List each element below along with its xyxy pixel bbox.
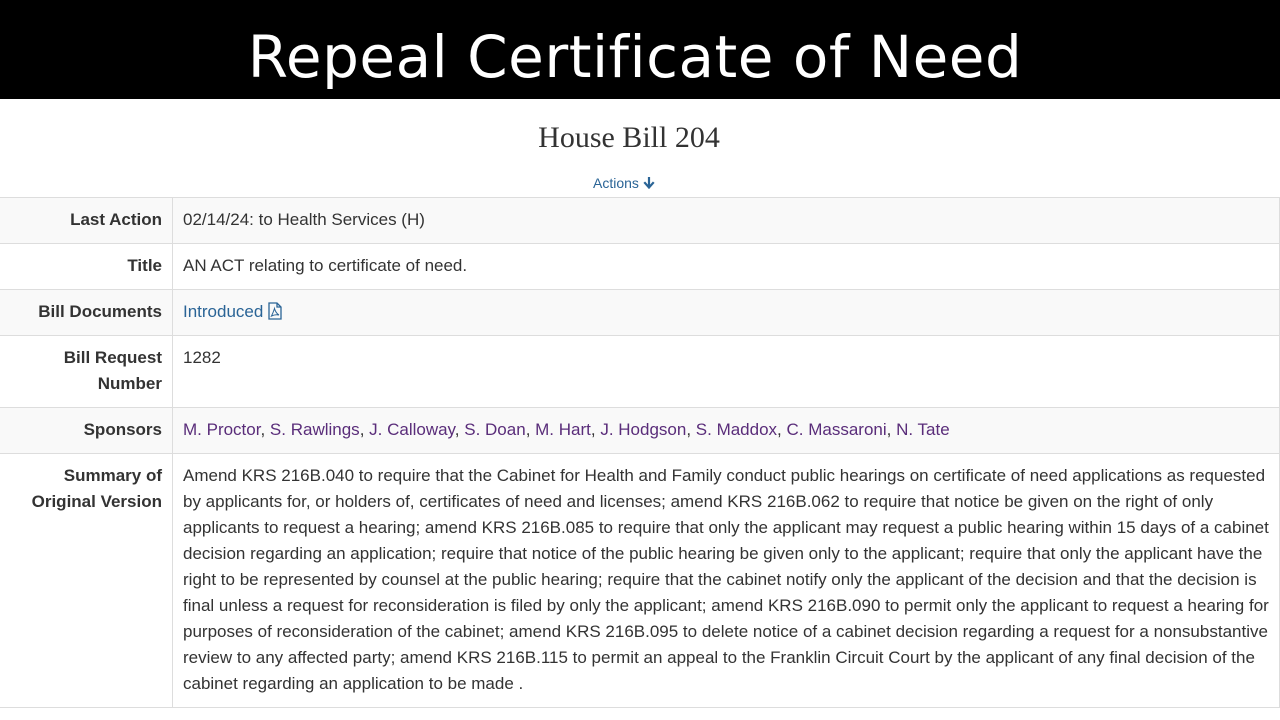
summary-label: Summary of Original Version bbox=[0, 454, 173, 708]
sponsor-link[interactable]: J. Calloway bbox=[369, 420, 455, 439]
summary-value bbox=[173, 454, 1280, 708]
sponsor-link[interactable]: M. Proctor bbox=[183, 420, 261, 439]
row-last-action bbox=[0, 198, 1280, 244]
bill-documents-label: Bill Documents bbox=[0, 290, 173, 336]
last-action-label: Last Action bbox=[0, 198, 173, 244]
sponsor-link[interactable]: M. Hart bbox=[535, 420, 591, 439]
summary-text: Amend KRS 216B.040 to require that the Cabinet for Health and Family conduct public hearings on certificate of need applications as requested by applicants for, or holders of, certificates of need and licenses; amend KRS 216B.062 to require that notice be given on the right of only applicants to request a hearing; amend KRS 216B.085 to require that only the applicant may request a public hearing within 15 days of a cabinet decision regarding an application; require that notice of the public hearing be given only to the applicant; require that only the applicant have the right to be represented by counsel at the public hearing; require that the cabinet notify only the applicant of the decision and that the decision is final unless a request for reconsideration is filed by only the applicant; amend KRS 216B.090 to permit only the applicant to request a hearing for purposes of reconsideration of the cabinet; amend KRS 216B.095 to delete notice of a cabinet decision regarding a request for a nonsubstantive review to any affected party; amend KRS 216B.115 to permit an appeal to the Franklin Circuit Court by the applicant of any final decision of the cabinet regarding an application to be made . bbox=[183, 466, 1269, 693]
sponsor-link[interactable]: J. Hodgson bbox=[600, 420, 687, 439]
sponsors-label: Sponsors bbox=[0, 408, 173, 454]
bill-request-value: 1282 bbox=[173, 336, 1280, 408]
row-bill-request-number bbox=[0, 336, 1280, 408]
pdf-icon[interactable] bbox=[267, 302, 283, 320]
introduced-link[interactable]: Introduced bbox=[183, 302, 264, 321]
bill-page bbox=[0, 99, 1280, 720]
row-title bbox=[0, 244, 1280, 290]
bill-title: House Bill 204 bbox=[538, 121, 720, 154]
bill-documents-value bbox=[173, 290, 1280, 336]
actions-link[interactable] bbox=[593, 173, 655, 193]
sponsor-link[interactable]: S. Doan bbox=[464, 420, 526, 439]
title-value: AN ACT relating to certificate of need. bbox=[173, 244, 1280, 290]
bill-details-table bbox=[0, 197, 1280, 708]
bill-request-label: Bill Request Number bbox=[0, 336, 173, 408]
sponsor-link[interactable]: C. Massaroni bbox=[786, 420, 887, 439]
last-action-value: 02/14/24: to Health Services (H) bbox=[173, 198, 1280, 244]
row-bill-documents bbox=[0, 290, 1280, 336]
title-label: Title bbox=[0, 244, 173, 290]
row-summary bbox=[0, 454, 1280, 708]
sponsors-value: M. Proctor, S. Rawlings, J. Calloway, S. Doan, M. Hart, J. Hodgson, S. Maddox, C. Massaroni, N. Tate bbox=[173, 408, 1280, 454]
banner-title: Repeal Certificate of Need bbox=[247, 23, 1023, 91]
row-sponsors bbox=[0, 408, 1280, 454]
video-title-banner bbox=[0, 0, 1280, 99]
sponsor-link[interactable]: S. Rawlings bbox=[269, 420, 360, 439]
arrow-down-icon bbox=[643, 177, 655, 189]
actions-label: Actions bbox=[593, 175, 639, 191]
sponsor-link[interactable]: N. Tate bbox=[896, 420, 950, 439]
sponsor-link[interactable]: S. Maddox bbox=[695, 420, 778, 439]
